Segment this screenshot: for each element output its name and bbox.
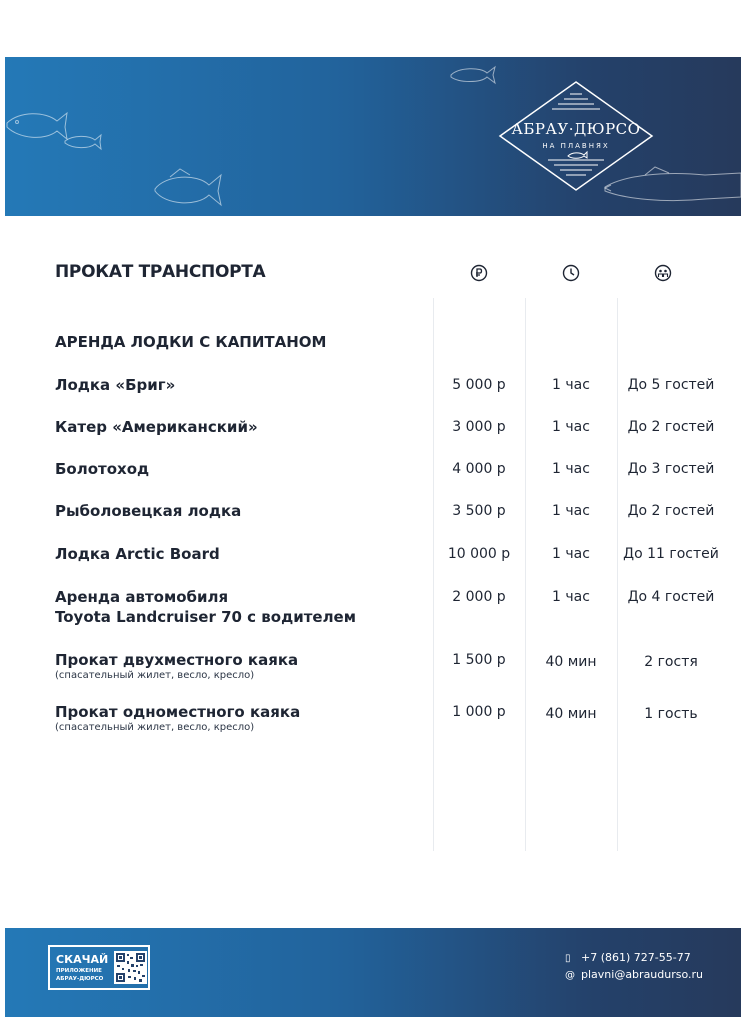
item-name: Лодка Arctic Board: [55, 545, 220, 563]
subheading: АРЕНДА ЛОДКИ С КАПИТАНОМ: [55, 333, 327, 351]
clock-icon: [562, 264, 580, 282]
brand-logo: [498, 80, 654, 192]
brand-subtitle: НА ПЛАВНЯХ: [542, 142, 610, 150]
item-duration: 1 час: [552, 546, 590, 562]
section-title: ПРОКАТ ТРАНСПОРТА: [55, 262, 266, 282]
item-name: Рыболовецкая лодка: [55, 502, 242, 520]
qr-code-icon[interactable]: [114, 951, 147, 984]
ruble-icon: [470, 264, 488, 282]
item-duration: 1 час: [552, 377, 590, 393]
item-guests: 2 гостя: [644, 654, 698, 670]
item-name: Лодка «Бриг»: [55, 376, 176, 394]
item-name: Катер «Американский»: [55, 418, 258, 436]
item-price: 3 000 р: [452, 419, 506, 435]
item-note: (спасательный жилет, весло, кресло): [55, 670, 255, 681]
at-icon: @: [565, 970, 575, 981]
item-name: Прокат одноместного каяка: [55, 703, 301, 721]
item-price: 4 000 р: [452, 461, 506, 477]
item-guests: До 2 гостей: [627, 419, 715, 435]
item-duration: 1 час: [552, 419, 590, 435]
item-duration: 40 мин: [545, 654, 597, 670]
item-duration: 1 час: [552, 589, 590, 605]
item-price: 5 000 р: [452, 377, 506, 393]
item-price: 1 500 р: [452, 652, 506, 668]
item-guests: До 4 гостей: [627, 589, 715, 605]
phone-number[interactable]: +7 (861) 727-55-77: [581, 951, 691, 964]
header-banner: [5, 57, 741, 216]
menu-page: [5, 0, 741, 1024]
item-duration: 40 мин: [545, 706, 597, 722]
contact-phone[interactable]: [565, 951, 691, 964]
item-price: 3 500 р: [452, 503, 506, 519]
item-note: (спасательный жилет, весло, кресло): [55, 722, 255, 733]
app-badge-line: ПРИЛОЖЕНИЕ: [56, 968, 102, 974]
item-guests: До 5 гостей: [627, 377, 715, 393]
item-name: Болотоход: [55, 460, 150, 478]
item-price: 1 000 р: [452, 704, 506, 720]
contact-email[interactable]: [565, 968, 703, 981]
item-name: Аренда автомобиля: [55, 588, 229, 606]
phone-icon: ▯: [565, 953, 571, 964]
item-price: 2 000 р: [452, 589, 506, 605]
item-guests: 1 гость: [644, 706, 698, 722]
item-guests: До 2 гостей: [627, 503, 715, 519]
item-duration: 1 час: [552, 461, 590, 477]
guests-icon: [654, 264, 672, 282]
email-address[interactable]: plavni@abraudurso.ru: [581, 968, 704, 981]
item-name: Прокат двухместного каяка: [55, 651, 299, 669]
item-duration: 1 час: [552, 503, 590, 519]
item-guests: До 3 гостей: [627, 461, 715, 477]
app-badge-title: СКАЧАЙ: [56, 953, 109, 966]
footer-banner: [5, 928, 741, 1017]
item-name-line2: Toyota Landcruiser 70 с водителем: [55, 608, 356, 626]
item-price: 10 000 р: [447, 546, 511, 562]
brand-name: АБРАУ·ДЮРСО: [511, 120, 641, 138]
item-guests: До 11 гостей: [623, 546, 719, 562]
download-app-badge[interactable]: [48, 945, 150, 990]
app-badge-line: АБРАУ-ДЮРСО: [56, 976, 104, 982]
